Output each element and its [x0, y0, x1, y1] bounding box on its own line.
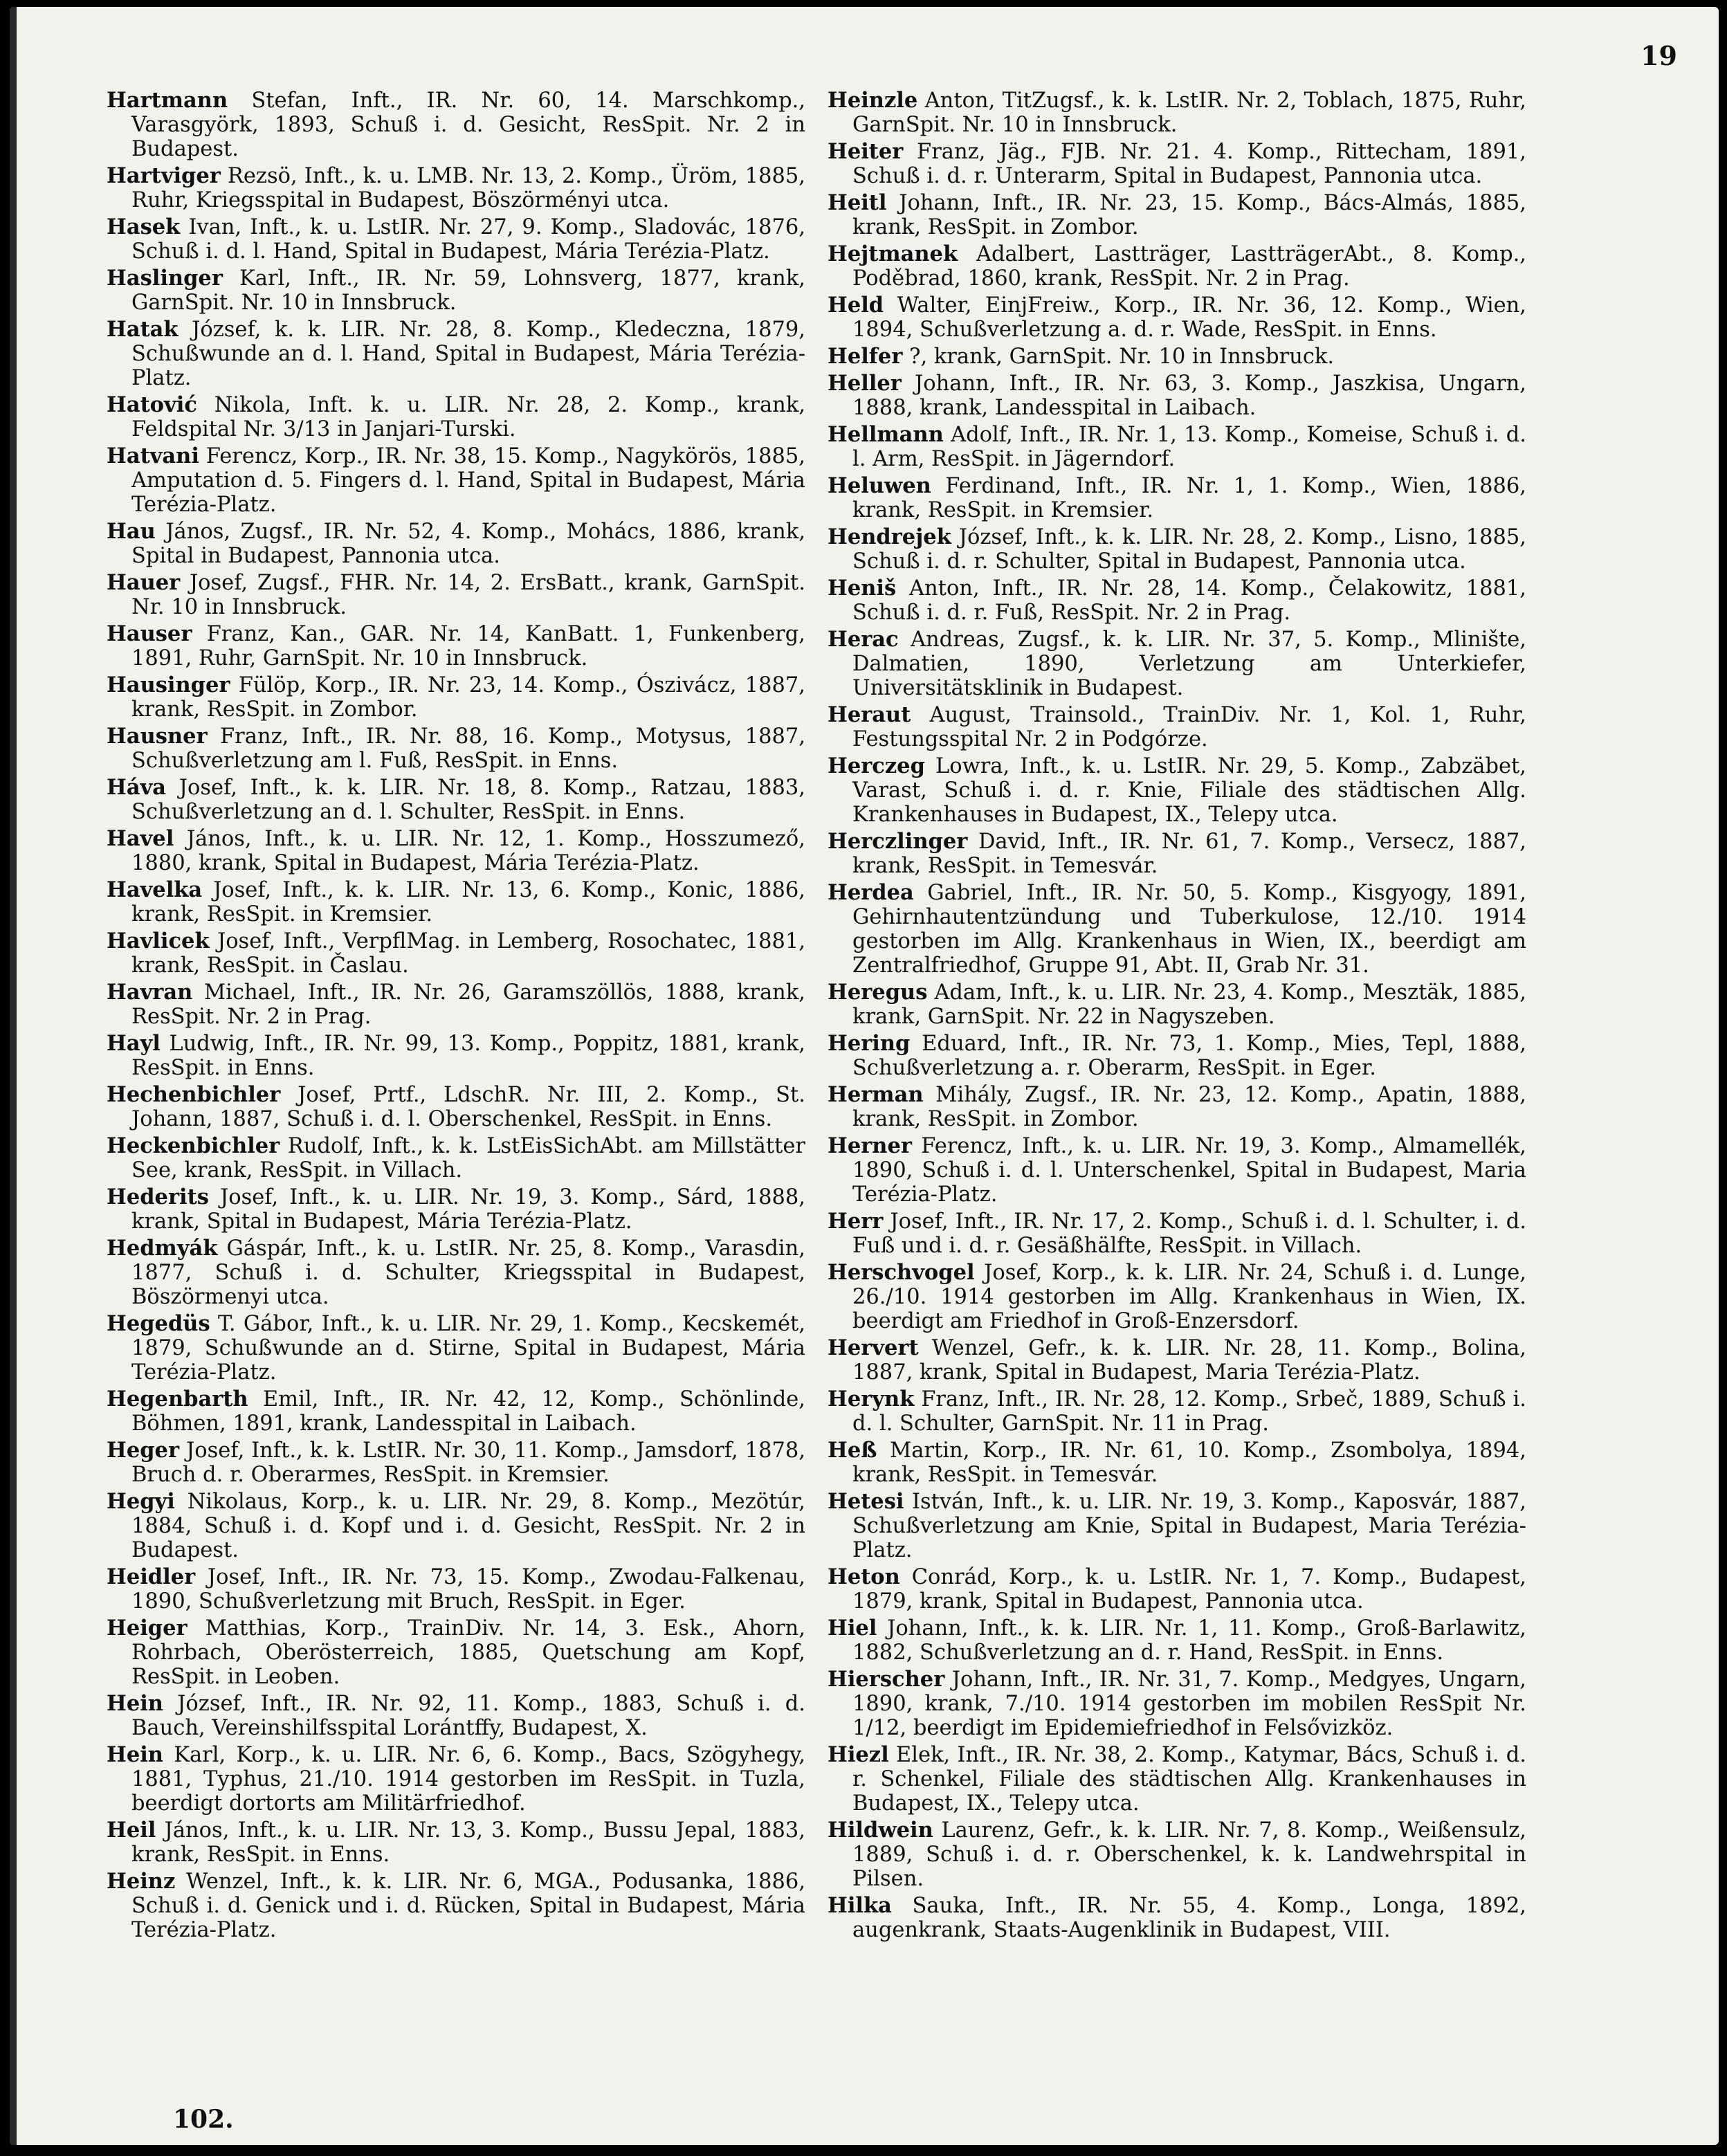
- casualty-entry: [107, 1743, 805, 1816]
- entry-details: Gabriel, Inft., IR. Nr. 50, 5. Komp., Kisgyogy, 1891, Gehirnhautentzündung und Tuberkulose, 12./10. 1914 gestorben im Allg. Krankenhaus in Wien, IX., beerdigt am Zentralfriedhof, Gruppe 91, Abt. II, Grab Nr. 31.: [852, 881, 1526, 978]
- casualty-entry: [828, 1490, 1526, 1562]
- casualty-entry: [107, 929, 805, 978]
- entry-details: István, Inft., k. u. LIR. Nr. 19, 3. Komp., Kaposvár, 1887, Schußverletzung am Knie, Spital in Budapest, Maria Terézia-Platz.: [852, 1490, 1526, 1562]
- entry-surname: Hierscher: [828, 1667, 945, 1692]
- entry-details: Anton, TitZugsf., k. k. LstIR. Nr. 2, Toblach, 1875, Ruhr, GarnSpit. Nr. 10 in Innsbruck.: [852, 89, 1526, 137]
- casualty-entry: [107, 1818, 805, 1867]
- casualty-entry: [107, 878, 805, 926]
- entry-surname: Hausinger: [107, 673, 230, 697]
- entry-surname: Hartmann: [107, 88, 228, 113]
- entry-details: Ivan, Inft., k. u. LstIR. Nr. 27, 9. Komp., Sladovác, 1876, Schuß i. d. l. Hand, Spital in Budapest, Mária Terézia-Platz.: [131, 215, 805, 264]
- casualty-entry: [828, 881, 1526, 978]
- entry-surname: Held: [828, 293, 884, 318]
- casualty-entry: [828, 372, 1526, 420]
- entry-surname: Hiezl: [828, 1742, 889, 1767]
- entry-surname: Haslinger: [107, 266, 223, 291]
- entry-details: János, Inft., k. u. LIR. Nr. 12, 1. Komp., Hosszumező, 1880, krank, Spital in Budapest, Mária Terézia-Platz.: [131, 827, 805, 875]
- casualty-entry: [107, 164, 805, 212]
- left-column: [107, 89, 805, 1945]
- entry-surname: Heraut: [828, 702, 911, 727]
- casualty-entry: [107, 520, 805, 568]
- entry-details: Karl, Inft., IR. Nr. 59, Lohnsverg, 1877, krank, GarnSpit. Nr. 10 in Innsbruck.: [131, 266, 805, 315]
- entry-surname: Háva: [107, 775, 167, 800]
- footer-signature-mark: 102.: [173, 2105, 234, 2134]
- casualty-entry: [828, 1083, 1526, 1131]
- casualty-entry: [107, 1692, 805, 1740]
- casualty-entry: [107, 215, 805, 264]
- entry-details: Michael, Inft., IR. Nr. 26, Garamszöllös, 1888, krank, ResSpit. Nr. 2 in Prag.: [131, 980, 805, 1029]
- entry-details: János, Inft., k. u. LIR. Nr. 13, 3. Komp., Bussu Jepal, 1883, krank, ResSpit. in Enns.: [131, 1818, 805, 1867]
- entry-surname: Hatvani: [107, 444, 199, 468]
- document-page: [10, 7, 1719, 2145]
- casualty-entry: [828, 474, 1526, 522]
- casualty-entry: [828, 980, 1526, 1029]
- entry-details: Johann, Inft., k. k. LIR. Nr. 1, 11. Komp., Groß-Barlawitz, 1882, Schußverletzung an d. r. Hand, ResSpit. in Enns.: [852, 1616, 1526, 1665]
- entry-details: János, Zugsf., IR. Nr. 52, 4. Komp., Mohács, 1886, krank, Spital in Budapest, Pannonia utca.: [131, 520, 805, 568]
- entry-surname: Heitl: [828, 190, 887, 215]
- entry-surname: Hegyi: [107, 1489, 175, 1514]
- casualty-entry: [828, 423, 1526, 471]
- entry-surname: Hilka: [828, 1893, 892, 1918]
- entry-surname: Heiger: [107, 1616, 188, 1641]
- entry-surname: Helfer: [828, 344, 903, 369]
- entry-details: Franz, Inft., IR. Nr. 28, 12. Komp., Srbeč, 1889, Schuß i. d. l. Schulter, GarnSpit. Nr. 11 in Prag.: [852, 1387, 1526, 1436]
- entry-surname: Heckenbichler: [107, 1133, 280, 1158]
- entry-surname: Heller: [828, 371, 902, 396]
- entry-surname: Herynk: [828, 1387, 915, 1412]
- entry-surname: Hegenbarth: [107, 1387, 248, 1412]
- entry-surname: Havran: [107, 980, 193, 1005]
- entry-surname: Hendrejek: [828, 524, 951, 549]
- casualty-entry: [107, 673, 805, 722]
- entry-details: Rudolf, Inft., k. k. LstEisSichAbt. am Millstätter See, krank, ResSpit. in Villach.: [131, 1134, 805, 1182]
- casualty-entry: [828, 1336, 1526, 1385]
- casualty-entry: [828, 576, 1526, 625]
- casualty-entry: [107, 1134, 805, 1182]
- entry-details: Ferencz, Korp., IR. Nr. 38, 15. Komp., Nagykörös, 1885, Amputation d. 5. Fingers d. l. Hand, Spital in Budapest, Mária Terézia-Platz.: [131, 444, 805, 517]
- entry-details: Wenzel, Gefr., k. k. LIR. Nr. 28, 11. Komp., Bolina, 1887, krank, Spital in Budapest, Maria Terézia-Platz.: [852, 1336, 1526, 1385]
- casualty-entry: [828, 830, 1526, 878]
- entry-surname: Heidler: [107, 1564, 196, 1589]
- entry-details: Andreas, Zugsf., k. k. LIR. Nr. 37, 5. Komp., Mlinište, Dalmatien, 1890, Verletzung am Unterkiefer, Universitätsklinik in Budapest.: [852, 628, 1526, 700]
- entry-details: Johann, Inft., IR. Nr. 63, 3. Komp., Jaszkisa, Ungarn, 1888, krank, Landesspital in Laibach.: [852, 372, 1526, 420]
- entry-details: Josef, Prtf., LdschR. Nr. III, 2. Komp., St. Johann, 1887, Schuß i. d. l. Oberschenkel, ResSpit. in Enns.: [131, 1083, 805, 1131]
- casualty-entry: [828, 1261, 1526, 1333]
- entry-surname: Hechenbichler: [107, 1082, 281, 1107]
- entry-details: Laurenz, Gefr., k. k. LIR. Nr. 7, 8. Komp., Weißensulz, 1889, Schuß i. d. r. Oberschenkel, k. k. Landwehrspital in Pilsen.: [852, 1818, 1526, 1891]
- entry-surname: Hasek: [107, 214, 181, 239]
- entry-details: Josef, Inft., k. u. LIR. Nr. 19, 3. Komp., Sárd, 1888, krank, Spital in Budapest, Mária Terézia-Platz.: [131, 1185, 805, 1234]
- entry-details: Josef, Inft., IR. Nr. 17, 2. Komp., Schuß i. d. l. Schulter, i. d. Fuß und i. d. r. Gesäßhälfte, ResSpit. in Villach.: [852, 1209, 1526, 1258]
- casualty-entry: [828, 89, 1526, 137]
- casualty-entry: [828, 345, 1526, 369]
- entry-surname: Heton: [828, 1564, 900, 1589]
- entry-details: Franz, Inft., IR. Nr. 88, 16. Komp., Motysus, 1887, Schußverletzung am l. Fuß, ResSpit. in Enns.: [131, 724, 805, 773]
- entry-details: Josef, Inft., k. k. LIR. Nr. 18, 8. Komp., Ratzau, 1883, Schußverletzung an d. l. Schulter, ResSpit. in Enns.: [131, 776, 805, 824]
- entry-details: Rezsö, Inft., k. u. LMB. Nr. 13, 2. Komp., Üröm, 1885, Ruhr, Kriegsspital in Budapest, Böszörményi utca.: [131, 164, 805, 212]
- casualty-entry: [107, 1185, 805, 1234]
- entry-details: József, Inft., IR. Nr. 92, 11. Komp., 1883, Schuß i. d. Bauch, Vereinshilfsspital Lorántffy, Budapest, X.: [131, 1692, 805, 1740]
- entry-details: Adalbert, Lastträger, LastträgerAbt., 8. Komp., Poděbrad, 1860, krank, ResSpit. Nr. 2 in Prag.: [852, 242, 1526, 291]
- entry-details: Wenzel, Inft., k. k. LIR. Nr. 6, MGA., Podusanka, 1886, Schuß i. d. Genick und i. d. Rücken, Spital in Budapest, Mária Terézia-Platz.: [131, 1870, 805, 1942]
- entry-surname: Hein: [107, 1742, 163, 1767]
- casualty-entry: [828, 1668, 1526, 1740]
- casualty-entry: [107, 1438, 805, 1487]
- entry-details: Josef, Inft., k. k. LIR. Nr. 13, 6. Komp., Konic, 1886, krank, ResSpit. in Kremsier.: [131, 878, 805, 926]
- casualty-entry: [107, 1387, 805, 1436]
- casualty-entry: [828, 1134, 1526, 1207]
- entry-details: Ludwig, Inft., IR. Nr. 99, 13. Komp., Poppitz, 1881, krank, ResSpit. in Enns.: [131, 1032, 805, 1080]
- entry-surname: Hau: [107, 519, 156, 544]
- entry-surname: Herac: [828, 627, 899, 652]
- entry-details: Franz, Jäg., FJB. Nr. 21. 4. Komp., Rittecham, 1891, Schuß i. d. r. Unterarm, Spital in Budapest, Pannonia utca.: [852, 140, 1526, 188]
- entry-details: Matthias, Korp., TrainDiv. Nr. 14, 3. Esk., Ahorn, Rohrbach, Oberösterreich, 1885, Quetschung am Kopf, ResSpit. in Leoben.: [131, 1616, 805, 1689]
- entry-surname: Havel: [107, 826, 174, 851]
- entry-surname: Hein: [107, 1691, 163, 1716]
- casualty-entry: [828, 1894, 1526, 1942]
- entry-surname: Heluwen: [828, 473, 931, 498]
- entry-surname: Heinzle: [828, 88, 918, 113]
- casualty-entry: [107, 1236, 805, 1309]
- casualty-entry: [107, 1490, 805, 1562]
- casualty-entry: [828, 628, 1526, 700]
- casualty-entry: [828, 1565, 1526, 1614]
- entry-surname: Heniš: [828, 576, 897, 601]
- casualty-entry: [828, 1387, 1526, 1436]
- casualty-entry: [828, 525, 1526, 574]
- entry-surname: Hering: [828, 1031, 911, 1056]
- entry-surname: Hederits: [107, 1185, 209, 1209]
- entry-surname: Herr: [828, 1209, 884, 1234]
- casualty-entry: [828, 242, 1526, 291]
- entry-details: August, Trainsold., TrainDiv. Nr. 1, Kol. 1, Ruhr, Festungsspital Nr. 2 in Podgórze.: [852, 703, 1526, 751]
- entry-details: Josef, Zugsf., FHR. Nr. 14, 2. ErsBatt., krank, GarnSpit. Nr. 10 in Innsbruck.: [131, 571, 805, 619]
- entry-surname: Havelka: [107, 877, 203, 902]
- page-binding-edge: [10, 7, 17, 2145]
- casualty-entry: [828, 293, 1526, 342]
- entry-surname: Heil: [107, 1818, 156, 1843]
- entry-details: Elek, Inft., IR. Nr. 38, 2. Komp., Katymar, Bács, Schuß i. d. r. Schenkel, Filiale des städtischen Allg. Krankenhauses in Budapest, IX., Telepy utca.: [852, 1743, 1526, 1816]
- entry-details: Nikola, Inft. k. u. LIR. Nr. 28, 2. Komp., krank, Feldspital Nr. 3/13 in Janjari-Turski.: [131, 393, 805, 441]
- casualty-entry: [828, 1616, 1526, 1665]
- entry-surname: Hatak: [107, 317, 179, 342]
- casualty-entry: [107, 622, 805, 670]
- entry-surname: Havlicek: [107, 929, 210, 953]
- entry-details: Conrád, Korp., k. u. LstIR. Nr. 1, 7. Komp., Budapest, 1879, krank, Spital in Budapest, Pannonia utca.: [852, 1565, 1526, 1614]
- casualty-entry: [107, 318, 805, 390]
- entry-details: Walter, EinjFreiw., Korp., IR. Nr. 36, 12. Komp., Wien, 1894, Schußverletzung a. d. r. Wade, ResSpit. in Enns.: [852, 293, 1526, 342]
- entry-surname: Hiel: [828, 1616, 877, 1641]
- entry-details: Sauka, Inft., IR. Nr. 55, 4. Komp., Longa, 1892, augenkrank, Staats-Augenklinik in Budapest, VIII.: [852, 1894, 1526, 1942]
- entry-details: Anton, Inft., IR. Nr. 28, 14. Komp., Čelakowitz, 1881, Schuß i. d. r. Fuß, ResSpit. Nr. 2 in Prag.: [852, 576, 1526, 625]
- entry-surname: Hatović: [107, 392, 197, 417]
- entry-details: Stefan, Inft., IR. Nr. 60, 14. Marschkomp., Varasgyörk, 1893, Schuß i. d. Gesicht, ResSpit. Nr. 2 in Budapest.: [131, 89, 805, 161]
- casualty-entry: [107, 1032, 805, 1080]
- entry-surname: Hildwein: [828, 1818, 933, 1843]
- entry-details: Josef, Inft., IR. Nr. 73, 15. Komp., Zwodau-Falkenau, 1890, Schußverletzung mit Bruch, ResSpit. in Eger.: [131, 1565, 805, 1614]
- casualty-entry: [828, 1818, 1526, 1891]
- entry-details: Adam, Inft., k. u. LIR. Nr. 23, 4. Komp., Mesztäk, 1885, krank, GarnSpit. Nr. 22 in Nagyszeben.: [852, 980, 1526, 1029]
- entry-details: Gáspár, Inft., k. u. LstIR. Nr. 25, 8. Komp., Varasdin, 1877, Schuß i. d. Schulter, Kriegsspital in Budapest, Böszörmenyi utca.: [131, 1236, 805, 1309]
- entry-surname: Hegedüs: [107, 1311, 210, 1336]
- entry-surname: Hetesi: [828, 1489, 904, 1514]
- casualty-entry: [107, 827, 805, 875]
- entry-details: Emil, Inft., IR. Nr. 42, 12, Komp., Schönlinde, Böhmen, 1891, krank, Landesspital in Laibach.: [131, 1387, 805, 1436]
- entry-surname: Hedmyák: [107, 1236, 218, 1261]
- entry-surname: Heinz: [107, 1869, 176, 1894]
- entry-surname: Hausner: [107, 724, 208, 749]
- entry-surname: Heiter: [828, 139, 904, 164]
- casualty-entry: [828, 1743, 1526, 1816]
- entry-surname: Herdea: [828, 880, 914, 905]
- entry-details: ?, krank, GarnSpit. Nr. 10 in Innsbruck.: [902, 345, 1335, 369]
- casualty-entry: [107, 444, 805, 517]
- entry-details: Josef, Inft., VerpflMag. in Lemberg, Rosochatec, 1881, krank, ResSpit. in Časlau.: [131, 929, 805, 978]
- entry-details: Josef, Inft., k. k. LstIR. Nr. 30, 11. Komp., Jamsdorf, 1878, Bruch d. r. Oberarmes, ResSpit. in Kremsier.: [131, 1438, 805, 1487]
- entry-surname: Hauer: [107, 570, 181, 595]
- entry-details: Martin, Korp., IR. Nr. 61, 10. Komp., Zsombolya, 1894, krank, ResSpit. in Temesvár.: [852, 1438, 1526, 1487]
- entry-details: Fülöp, Korp., IR. Nr. 23, 14. Komp., Ószivácz, 1887, krank, ResSpit. in Zombor.: [131, 673, 805, 722]
- entry-details: Eduard, Inft., IR. Nr. 73, 1. Komp., Mies, Tepl, 1888, Schußverletzung a. r. Oberarm, ResSpit. in Eger.: [852, 1032, 1526, 1080]
- entry-surname: Hauser: [107, 621, 192, 646]
- entry-details: Karl, Korp., k. u. LIR. Nr. 6, 6. Komp., Bacs, Szögyhegy, 1881, Typhus, 21./10. 1914 gestorben im ResSpit. in Tuzla, beerdigt dortorts am Militärfriedhof.: [131, 1743, 805, 1816]
- entry-details: Johann, Inft., IR. Nr. 23, 15. Komp., Bács-Almás, 1885, krank, ResSpit. in Zombor.: [852, 191, 1526, 239]
- casualty-entry: [107, 266, 805, 315]
- entry-surname: Heregus: [828, 980, 928, 1005]
- entry-surname: Heger: [107, 1438, 180, 1463]
- casualty-entry: [107, 776, 805, 824]
- entry-details: Franz, Kan., GAR. Nr. 14, KanBatt. 1, Funkenberg, 1891, Ruhr, GarnSpit. Nr. 10 in Innsbruck.: [131, 622, 805, 670]
- casualty-entry: [107, 89, 805, 161]
- casualty-entry: [828, 754, 1526, 827]
- casualty-entry: [828, 703, 1526, 751]
- casualty-entry: [107, 724, 805, 773]
- entry-details: Josef, Korp., k. k. LIR. Nr. 24, Schuß i. d. Lunge, 26./10. 1914 gestorben im Allg. Krankenhaus in Wien, IX. beerdigt am Friedhof in Groß-Enzersdorf.: [852, 1261, 1526, 1333]
- casualty-entry: [107, 571, 805, 619]
- entry-details: József, k. k. LIR. Nr. 28, 8. Komp., Kledeczna, 1879, Schußwunde an d. l. Hand, Spital in Budapest, Mária Terézia-Platz.: [131, 318, 805, 390]
- casualty-entry: [828, 1209, 1526, 1258]
- casualty-entry: [107, 1083, 805, 1131]
- casualty-entry: [107, 1616, 805, 1689]
- entry-surname: Hellmann: [828, 422, 944, 447]
- entry-surname: Hartviger: [107, 163, 221, 188]
- entry-surname: Herman: [828, 1082, 924, 1107]
- entry-details: T. Gábor, Inft., k. u. LIR. Nr. 29, 1. Komp., Kecskemét, 1879, Schußwunde an d. Stirne, Spital in Budapest, Mária Terézia-Platz.: [131, 1312, 805, 1385]
- casualty-entry: [107, 980, 805, 1029]
- entry-details: Lowra, Inft., k. u. LstIR. Nr. 29, 5. Komp., Zabzäbet, Varast, Schuß i. d. r. Knie, Filiale des städtischen Allg. Krankenhauses in Budapest, IX., Telepy utca.: [852, 754, 1526, 827]
- casualty-entry: [828, 1438, 1526, 1487]
- casualty-entry: [828, 140, 1526, 188]
- casualty-entry: [107, 393, 805, 441]
- casualty-entry: [828, 1032, 1526, 1080]
- entry-details: Nikolaus, Korp., k. u. LIR. Nr. 29, 8. Komp., Mezötúr, 1884, Schuß i. d. Kopf und i. d. Gesicht, ResSpit. Nr. 2 in Budapest.: [131, 1490, 805, 1562]
- entry-surname: Heß: [828, 1438, 877, 1463]
- casualty-entry: [828, 191, 1526, 239]
- entry-surname: Hejtmanek: [828, 241, 958, 266]
- entry-details: Johann, Inft., IR. Nr. 31, 7. Komp., Medgyes, Ungarn, 1890, krank, 7./10. 1914 gestorben im mobilen ResSpit Nr. 1/12, beerdigt im Epidemiefriedhof in Felsővizköz.: [852, 1668, 1526, 1740]
- entry-details: David, Inft., IR. Nr. 61, 7. Komp., Versecz, 1887, krank, ResSpit. in Temesvár.: [852, 830, 1526, 878]
- entry-details: Ferencz, Inft., k. u. LIR. Nr. 19, 3. Komp., Almamellék, 1890, Schuß i. d. l. Unterschenkel, Spital in Budapest, Maria Terézia-Platz.: [852, 1134, 1526, 1207]
- entry-surname: Herner: [828, 1133, 912, 1158]
- entry-surname: Hervert: [828, 1335, 919, 1360]
- entry-details: Ferdinand, Inft., IR. Nr. 1, 1. Komp., Wien, 1886, krank, ResSpit. in Kremsier.: [852, 474, 1526, 522]
- entry-details: Mihály, Zugsf., IR. Nr. 23, 12. Komp., Apatin, 1888, krank, ResSpit. in Zombor.: [852, 1083, 1526, 1131]
- casualty-entry: [107, 1870, 805, 1942]
- entry-details: Adolf, Inft., IR. Nr. 1, 13. Komp., Komeise, Schuß i. d. l. Arm, ResSpit. in Jägerndorf.: [852, 423, 1526, 471]
- right-column: [828, 89, 1526, 1945]
- entry-surname: Hayl: [107, 1031, 161, 1056]
- entry-surname: Herczlinger: [828, 829, 968, 854]
- entry-surname: Herczeg: [828, 753, 925, 778]
- entry-details: József, Inft., k. k. LIR. Nr. 28, 2. Komp., Lisno, 1885, Schuß i. d. r. Schulter, Spital in Budapest, Pannonia utca.: [852, 525, 1526, 574]
- entry-surname: Herschvogel: [828, 1260, 975, 1285]
- page-number: 19: [1641, 40, 1677, 71]
- casualty-entry: [107, 1565, 805, 1614]
- casualty-entry: [107, 1312, 805, 1385]
